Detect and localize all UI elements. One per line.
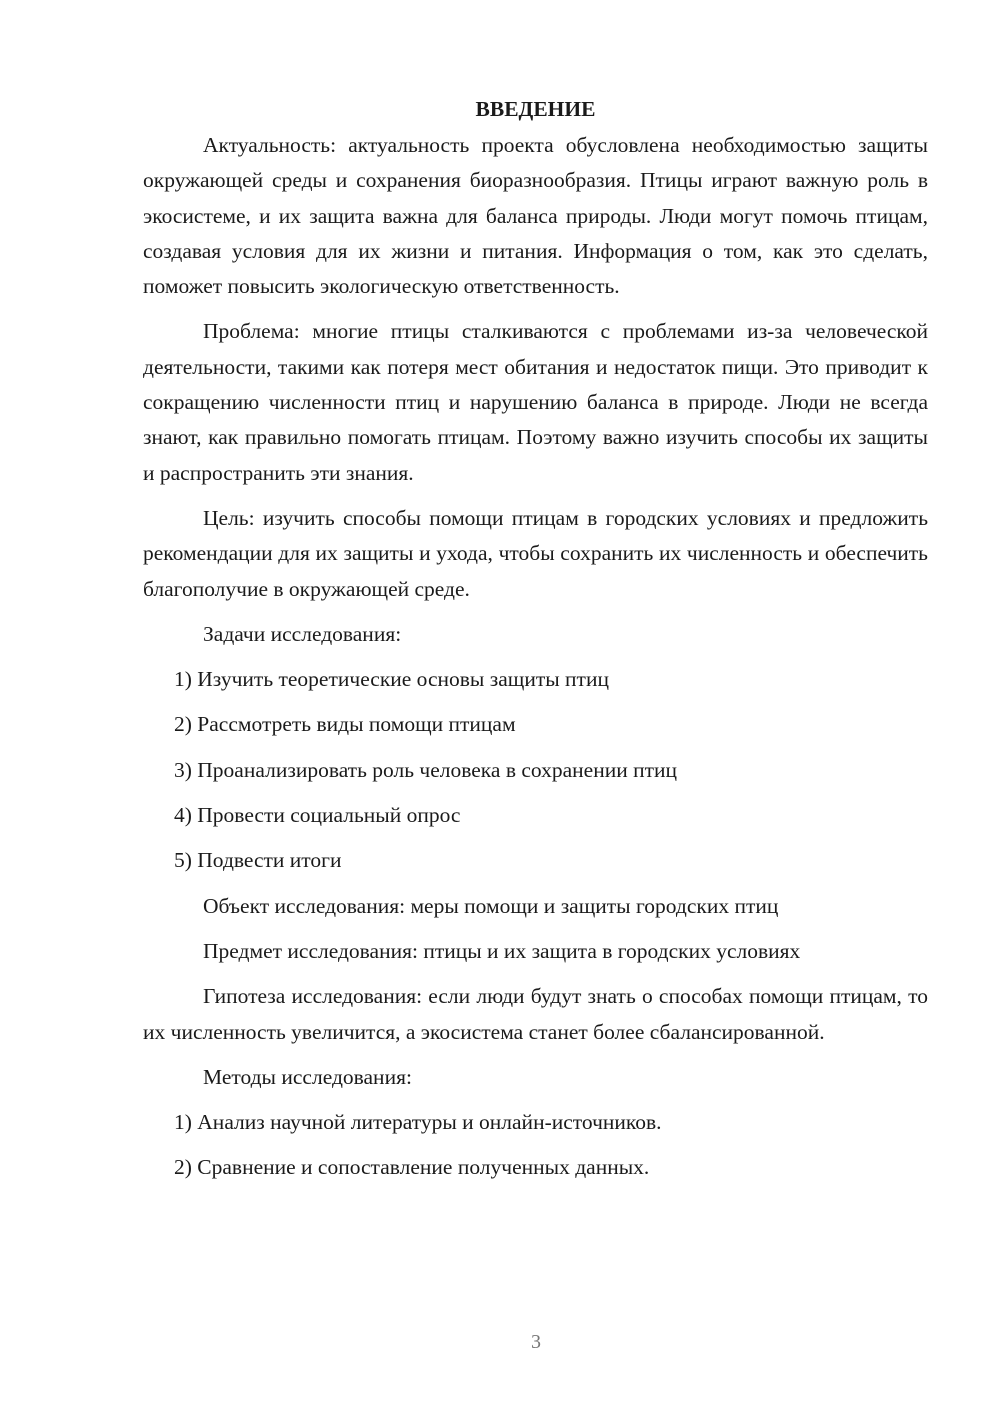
page-number: 3	[531, 1331, 541, 1353]
hypothesis-paragraph: Гипотеза исследования: если люди будут знать о способах помощи птицам, то их численность увеличится, а экосистема станет более сбалансированной.	[143, 984, 928, 1044]
methods-heading: Методы исследования:	[203, 1064, 412, 1089]
section-title: ВВЕДЕНИЕ	[475, 97, 596, 121]
subject-line: Предмет исследования: птицы и их защита в городских условиях	[203, 938, 801, 963]
task-item-2: 2) Рассмотреть виды помощи птицам	[174, 712, 516, 737]
object-line: Объект исследования: меры помощи и защиты городских птиц	[203, 893, 779, 918]
task-item-4: 4) Провести социальный опрос	[174, 803, 461, 828]
method-item-2: 2) Сравнение и сопоставление полученных данных.	[174, 1155, 650, 1180]
method-item-1: 1) Анализ научной литературы и онлайн-источников.	[174, 1110, 662, 1135]
problem-paragraph: Проблема: многие птицы сталкиваются с проблемами из-за человеческой деятельности, такими как потеря мест обитания и недостаток пищи. Это приводит к сокращению численности птиц и нарушению баланса в природе. Люди не всегда знают, как правильно помогать птицам. Поэтому важно изучить способы их защиты и распространить эти знания.	[143, 319, 928, 485]
goal-paragraph: Цель: изучить способы помощи птицам в городских условиях и предложить рекомендации для их защиты и ухода, чтобы сохранить их численность и обеспечить благополучие в окружающей среде.	[143, 505, 928, 601]
task-item-3: 3) Проанализировать роль человека в сохранении птиц	[174, 757, 678, 782]
task-item-5: 5) Подвести итоги	[174, 848, 342, 873]
task-item-1: 1) Изучить теоретические основы защиты птиц	[174, 667, 609, 692]
tasks-heading: Задачи исследования:	[203, 621, 402, 646]
document-page	[143, 92, 928, 1196]
relevance-paragraph: Актуальность: актуальность проекта обусловлена необходимостью защиты окружающей среды и сохранения биоразнообразия. Птицы играют важную роль в экосистеме, и их защита важна для баланса природы. Люди могут помочь птицам, создавая условия для их жизни и питания. Информация о том, как это сделать, поможет повысить экологическую ответственность.	[143, 133, 928, 299]
